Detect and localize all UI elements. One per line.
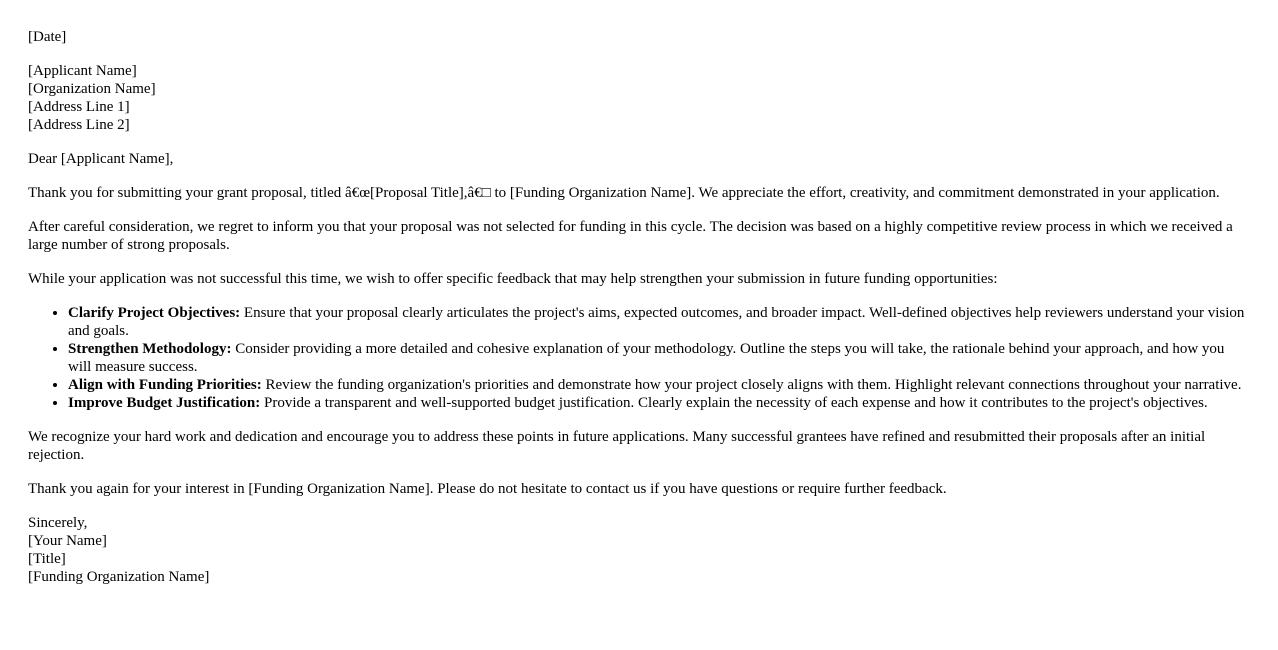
signer-title: [Title]: [28, 551, 66, 567]
body-paragraph: Thank you for submitting your grant proposal, titled â€œ[Proposal Title],â€□ to [Funding Organization Name]. We appreciate the effort, creativity, and commitment demonstrated in your application.: [28, 185, 1220, 201]
feedback-item: [68, 304, 1250, 340]
address-line: [Organization Name]: [28, 81, 156, 97]
feedback-text: Consider providing a more detailed and cohesive explanation of your methodology. Outline the steps you will take, the rationale behind your approach, and how you will measure success.: [68, 341, 1225, 375]
closing-paragraph: We recognize your hard work and dedication and encourage you to address these points in future applications. Many successful grantees have refined and resubmitted their proposals after an initial rejection.: [28, 429, 1206, 463]
feedback-item: [68, 340, 1250, 376]
signer-name: [Your Name]: [28, 533, 107, 549]
recipient-address: [28, 62, 1250, 134]
closing-paragraph: Thank you again for your interest in [Funding Organization Name]. Please do not hesitate to contact us if you have questions or require further feedback.: [28, 481, 947, 497]
feedback-item: [68, 394, 1250, 412]
feedback-list: [28, 304, 1250, 412]
feedback-heading: Strengthen Methodology:: [68, 341, 232, 357]
address-line: [Address Line 2]: [28, 117, 130, 133]
feedback-heading: Align with Funding Priorities:: [68, 377, 262, 393]
address-line: [Address Line 1]: [28, 99, 130, 115]
feedback-heading: Clarify Project Objectives:: [68, 305, 241, 321]
address-line: [Applicant Name]: [28, 63, 137, 79]
feedback-heading: Improve Budget Justification:: [68, 395, 261, 411]
signoff-line: Sincerely,: [28, 515, 88, 531]
feedback-text: Review the funding organization's priorities and demonstrate how your project closely aligns with them. Highlight relevant connections throughout your narrative.: [261, 377, 1242, 393]
salutation: Dear [Applicant Name],: [28, 151, 174, 167]
body-paragraph: While your application was not successful this time, we wish to offer specific feedback that may help strengthen your submission in future funding opportunities:: [28, 271, 998, 287]
feedback-item: [68, 376, 1250, 394]
letter-date: [Date]: [28, 29, 67, 45]
body-paragraph: After careful consideration, we regret to inform you that your proposal was not selected for funding in this cycle. The decision was based on a highly competitive review process in which we received a large number of strong proposals.: [28, 219, 1233, 253]
signer-organization: [Funding Organization Name]: [28, 569, 210, 585]
feedback-text: Provide a transparent and well-supported budget justification. Clearly explain the necessity of each expense and how it contributes to the project's objectives.: [260, 395, 1208, 411]
signature-block: [28, 514, 1250, 586]
feedback-text: Ensure that your proposal clearly articulates the project's aims, expected outcomes, and broader impact. Well-defined objectives help reviewers understand your vision and goals.: [68, 305, 1245, 339]
